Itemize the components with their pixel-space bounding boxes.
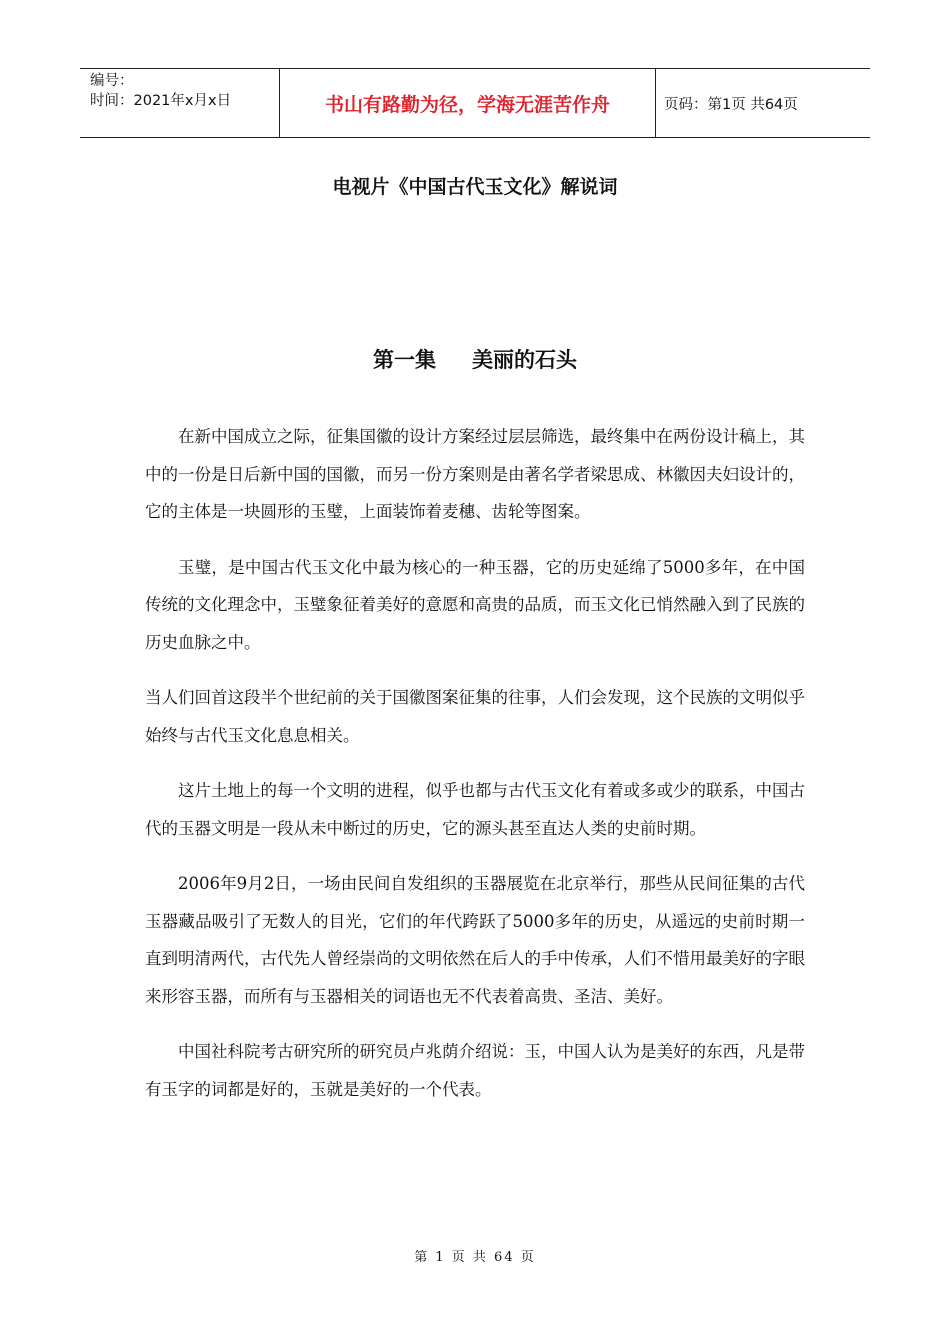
page-footer: 第 1 页 共 64 页 (414, 1250, 536, 1265)
paragraph: 在新中国成立之际，征集国徽的设计方案经过层层筛选，最终集中在两份设计稿上，其中的一份是日后新中国的国徽，而另一份方案则是由著名学者梁思成、林徽因夫妇设计的，它的主体是一块圆形的玉璧，上面装饰着麦穗、齿轮等图案。 (145, 427, 805, 521)
header-motto-cell (280, 69, 656, 137)
paragraph: 当人们回首这段半个世纪前的关于国徽图案征集的往事，人们会发现，这个民族的文明似乎始终与古代玉文化息息相关。 (145, 688, 805, 745)
document-title: 电视片《中国古代玉文化》解说词 (332, 176, 618, 198)
episode-number: 第一集 (373, 348, 436, 372)
time-label: 时间：2021年x月x日 (90, 93, 232, 109)
episode-title: 美丽的石头 (472, 348, 577, 372)
number-label: 编号： (90, 73, 134, 89)
body-text (145, 418, 805, 1126)
paragraph: 中国社科院考古研究所的研究员卢兆荫介绍说：玉，中国人认为是美好的东西，凡是带有玉字的词都是好的，玉就是美好的一个代表。 (145, 1042, 805, 1099)
header-page-cell (656, 69, 870, 137)
episode-heading (0, 344, 950, 374)
header-meta-cell (80, 69, 280, 137)
paragraph: 玉璧，是中国古代玉文化中最为核心的一种玉器，它的历史延绵了5000多年，在中国传统的文化理念中，玉璧象征着美好的意愿和高贵的品质，而玉文化已悄然融入到了民族的历史血脉之中。 (145, 557, 805, 652)
motto-text: 书山有路勤为径，学海无涯苦作舟 (324, 93, 610, 116)
paragraph: 2006年9月2日，一场由民间自发组织的玉器展览在北京举行，那些从民间征集的古代玉器藏品吸引了无数人的目光，它们的年代跨跃了5000多年的历史，从遥远的史前时期一直到明清两代，古代先人曾经崇尚的文明依然在后人的手中传承，人们不惜用最美好的字眼来形容玉器，而所有与玉器相关的词语也无不代表着高贵、圣洁、美好。 (145, 874, 805, 1006)
page-info: 页码：第1页 共64页 (664, 96, 798, 113)
paragraph: 这片土地上的每一个文明的进程，似乎也都与古代玉文化有着或多或少的联系，中国古代的玉器文明是一段从未中断过的历史，它的源头甚至直达人类的史前时期。 (145, 781, 805, 838)
header-table (80, 68, 870, 138)
